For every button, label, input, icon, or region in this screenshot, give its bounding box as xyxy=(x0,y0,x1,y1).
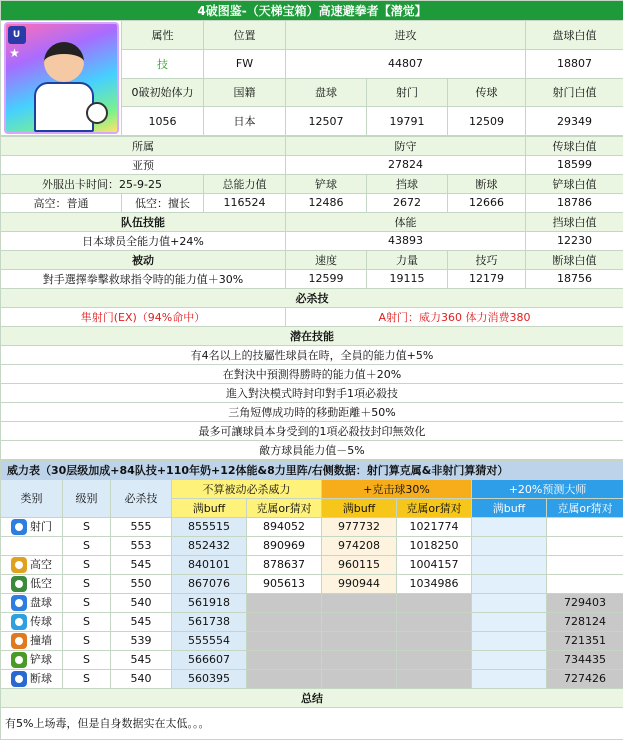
power-row-skill: 553 xyxy=(111,536,172,555)
level-badge: U xyxy=(8,26,26,44)
power-row xyxy=(1,612,623,631)
power-value-cell xyxy=(547,517,623,536)
power-row-type-label: 高空 xyxy=(30,558,52,571)
summary-text: 有5%上场毒，但是自身数据实在太低。。。 xyxy=(1,707,623,739)
power-value-cell: 1018250 xyxy=(397,536,472,555)
power-row xyxy=(1,669,623,688)
power-value-cell xyxy=(397,650,472,669)
power-row-type xyxy=(1,612,63,631)
power-row-type-label: 撞墙 xyxy=(30,634,52,647)
header-power: 力量 xyxy=(367,250,448,269)
power-row-type-label: 盘球 xyxy=(30,596,52,609)
power-row-type xyxy=(1,517,63,536)
power-value-cell xyxy=(472,536,547,555)
attack-value: 44807 xyxy=(286,49,526,78)
shoot-white-value: 29349 xyxy=(526,107,623,136)
power-value-cell xyxy=(472,574,547,593)
high-ball-icon xyxy=(11,557,27,573)
power-row-level: S xyxy=(63,650,111,669)
power-value-cell xyxy=(247,593,322,612)
header-tackle-white: 铲球白值 xyxy=(526,174,623,193)
power-row xyxy=(1,517,623,536)
dribble-value: 12507 xyxy=(286,107,367,136)
power-row-level: S xyxy=(63,555,111,574)
power-value-cell xyxy=(397,593,472,612)
power-value-cell: 560395 xyxy=(172,669,247,688)
block-white-value: 12230 xyxy=(526,231,623,250)
latent-skill-header: 潜在技能 xyxy=(1,326,623,345)
power-row xyxy=(1,650,623,669)
killer-skill-name: 隼射门(EX)（94%命中） xyxy=(1,307,286,326)
ball-icon xyxy=(86,102,108,124)
power-value-cell: 1004157 xyxy=(397,555,472,574)
power-value-cell xyxy=(397,612,472,631)
power-row-type-label: 低空 xyxy=(30,577,52,590)
power-value-cell xyxy=(322,650,397,669)
power-value-cell xyxy=(322,612,397,631)
header-pass: 传球 xyxy=(448,78,526,107)
power-row-level: S xyxy=(63,593,111,612)
power-value-cell: 977732 xyxy=(322,517,397,536)
killer-skill-stats: A射门：威力360 体力消费380 xyxy=(286,307,623,326)
summary-header: 总结 xyxy=(1,688,623,707)
power-row xyxy=(1,631,623,650)
tackle-icon xyxy=(11,652,27,668)
power-value-cell: 960115 xyxy=(322,555,397,574)
power-table-header: 威力表（30层级加成+84队技+110年奶+12体能&8力里阵/右侧数据：射门算克属&非射门算猜对） xyxy=(1,460,623,479)
initial-stamina-value: 1056 xyxy=(122,107,204,136)
power-value-cell: 555554 xyxy=(172,631,247,650)
header-tackle: 铲球 xyxy=(286,174,367,193)
header-pass-white: 传球白值 xyxy=(526,136,623,155)
header-level: 级别 xyxy=(63,479,111,517)
nation-value: 日本 xyxy=(204,107,286,136)
power-value-cell xyxy=(397,631,472,650)
power-value-cell: 855515 xyxy=(172,517,247,536)
power-value-cell xyxy=(472,631,547,650)
power-value-cell xyxy=(322,631,397,650)
power-value-cell xyxy=(247,631,322,650)
tackle-white-value: 18786 xyxy=(526,193,623,212)
shoot-value: 19791 xyxy=(367,107,448,136)
power-value-cell: 1021774 xyxy=(397,517,472,536)
latent-skill-item: 最多可讓球員本身受到的1項必殺技封印無效化 xyxy=(1,421,623,440)
pass-value: 12509 xyxy=(448,107,526,136)
header-team-skill: 队伍技能 xyxy=(1,212,286,231)
power-value-cell xyxy=(247,612,322,631)
group-predict-master: +20%预测大师 xyxy=(472,479,623,498)
defense-value: 27824 xyxy=(286,155,526,174)
power-value-cell: 890969 xyxy=(247,536,322,555)
star-icon: ★ xyxy=(8,46,22,60)
latent-skill-item: 三角短傳成功時的移動距離＋50% xyxy=(1,402,623,421)
pass-icon xyxy=(11,614,27,630)
power-row-skill: 545 xyxy=(111,612,172,631)
power-row-type-label: 铲球 xyxy=(30,653,52,666)
header-nation: 国籍 xyxy=(204,78,286,107)
power-row-skill: 545 xyxy=(111,555,172,574)
profile-table xyxy=(0,0,623,136)
power-row-level: S xyxy=(63,536,111,555)
air-rating: 高空：普通 xyxy=(1,193,122,212)
power-row-skill: 540 xyxy=(111,593,172,612)
power-value-cell: 840101 xyxy=(172,555,247,574)
power-row-level: S xyxy=(63,612,111,631)
power-row-type xyxy=(1,555,63,574)
group-no-passive: 不算被动必杀威力 xyxy=(172,479,322,498)
power-value-cell: 729403 xyxy=(547,593,623,612)
power-value-cell xyxy=(472,555,547,574)
intercept-white-value: 18756 xyxy=(526,269,623,288)
power-row xyxy=(1,593,623,612)
power-value-cell: 867076 xyxy=(172,574,247,593)
power-value-cell xyxy=(322,669,397,688)
power-value-cell xyxy=(472,612,547,631)
power-row-type-label: 射门 xyxy=(30,520,52,533)
header-block: 挡球 xyxy=(367,174,448,193)
power-value-cell xyxy=(397,669,472,688)
player-card-image xyxy=(1,21,122,136)
power-row xyxy=(1,555,623,574)
header-team: 所属 xyxy=(1,136,286,155)
header-passive: 被动 xyxy=(1,250,286,269)
header-intercept: 断球 xyxy=(448,174,526,193)
power-value-cell xyxy=(472,650,547,669)
power-value-cell: 727426 xyxy=(547,669,623,688)
power-value-cell: 974208 xyxy=(322,536,397,555)
header-skill: 必杀技 xyxy=(111,479,172,517)
killer-skill-header: 必杀技 xyxy=(1,288,623,307)
shoot-icon xyxy=(11,519,27,535)
header-shoot-white: 射门白值 xyxy=(526,78,623,107)
header-initial-stamina: 0破初始体力 xyxy=(122,78,204,107)
sub-counter: 克属or猜对 xyxy=(397,498,472,517)
dribble-white-value: 18807 xyxy=(526,49,623,78)
power-value-cell xyxy=(247,669,322,688)
latent-skill-item: 有4名以上的技屬性球員在時，全員的能力值+5% xyxy=(1,345,623,364)
profile-table-lower xyxy=(0,136,623,460)
header-type: 类别 xyxy=(1,479,63,517)
team-skill-value: 日本球员全能力值+24% xyxy=(1,231,286,250)
page-title: 4破图鉴-（天梯宝箱）高速避拳者【潜觉】 xyxy=(1,1,623,21)
power-value-cell: 566607 xyxy=(172,650,247,669)
header-position: 位置 xyxy=(204,21,286,50)
power-value-cell: 734435 xyxy=(547,650,623,669)
position-value: FW xyxy=(204,49,286,78)
low-rating: 低空：擅长 xyxy=(122,193,204,212)
passive-value: 對手選擇拳擊救球指令時的能力值＋30% xyxy=(1,269,286,288)
header-technique: 技巧 xyxy=(448,250,526,269)
header-defense: 防守 xyxy=(286,136,526,155)
power-row-type xyxy=(1,650,63,669)
header-stamina: 体能 xyxy=(286,212,526,231)
power-value-cell xyxy=(547,555,623,574)
header-dribble-white: 盘球白值 xyxy=(526,21,623,50)
total-value: 116524 xyxy=(204,193,286,212)
sub-counter: 克属or猜对 xyxy=(247,498,322,517)
header-total: 总能力值 xyxy=(204,174,286,193)
power-value-cell xyxy=(472,593,547,612)
power-value-cell: 894052 xyxy=(247,517,322,536)
latent-skill-item: 在對決中預測得勝時的能力值＋20% xyxy=(1,364,623,383)
technique-value: 12179 xyxy=(448,269,526,288)
block-value: 2672 xyxy=(367,193,448,212)
power-value-cell: 852432 xyxy=(172,536,247,555)
pass-white-value: 18599 xyxy=(526,155,623,174)
dribble-icon xyxy=(11,595,27,611)
power-value-cell: 905613 xyxy=(247,574,322,593)
power-row-skill: 555 xyxy=(111,517,172,536)
power-value-cell: 878637 xyxy=(247,555,322,574)
sub-full-buff: 满buff xyxy=(472,498,547,517)
power-row-type xyxy=(1,593,63,612)
power-row-skill: 550 xyxy=(111,574,172,593)
team-value: 亚预 xyxy=(1,155,286,174)
power-row-type xyxy=(1,574,63,593)
power-row-skill: 540 xyxy=(111,669,172,688)
power-value-cell: 1034986 xyxy=(397,574,472,593)
power-row-skill: 545 xyxy=(111,650,172,669)
power-row-skill: 539 xyxy=(111,631,172,650)
header-attack: 进攻 xyxy=(286,21,526,50)
power-row-level: S xyxy=(63,574,111,593)
speed-value: 12599 xyxy=(286,269,367,288)
power-value: 19115 xyxy=(367,269,448,288)
power-row xyxy=(1,536,623,555)
power-table xyxy=(0,460,623,740)
power-row-type xyxy=(1,536,63,555)
power-row-level: S xyxy=(63,517,111,536)
power-row-level: S xyxy=(63,669,111,688)
header-intercept-white: 断球白值 xyxy=(526,250,623,269)
stamina-value: 43893 xyxy=(286,231,526,250)
attribute-value: 技 xyxy=(122,49,204,78)
power-value-cell: 728124 xyxy=(547,612,623,631)
power-value-cell: 990944 xyxy=(322,574,397,593)
tackle-value: 12486 xyxy=(286,193,367,212)
latent-skill-item: 進入對決模式時封印對手1項必殺技 xyxy=(1,383,623,402)
power-value-cell: 721351 xyxy=(547,631,623,650)
sub-counter: 克属or猜对 xyxy=(547,498,623,517)
sub-full-buff: 满buff xyxy=(172,498,247,517)
power-value-cell xyxy=(247,650,322,669)
power-value-cell: 561918 xyxy=(172,593,247,612)
sub-full-buff: 满buff xyxy=(322,498,397,517)
header-attribute: 属性 xyxy=(122,21,204,50)
issue-date: 外服出卡时间：25-9-25 xyxy=(1,174,204,193)
low-ball-icon xyxy=(11,576,27,592)
wall-pass-icon xyxy=(11,633,27,649)
power-value-cell: 561738 xyxy=(172,612,247,631)
header-dribble: 盘球 xyxy=(286,78,367,107)
power-value-cell xyxy=(472,669,547,688)
header-speed: 速度 xyxy=(286,250,367,269)
power-value-cell xyxy=(472,517,547,536)
power-row-type xyxy=(1,669,63,688)
power-row-type-label: 断球 xyxy=(30,672,52,685)
group-counter-30: +克击球30% xyxy=(322,479,472,498)
power-row-level: S xyxy=(63,631,111,650)
header-block-white: 挡球白值 xyxy=(526,212,623,231)
power-row xyxy=(1,574,623,593)
intercept-icon xyxy=(11,671,27,687)
intercept-value: 12666 xyxy=(448,193,526,212)
power-value-cell xyxy=(547,536,623,555)
latent-skill-item: 敵方球員能力值－5% xyxy=(1,440,623,459)
header-shoot: 射门 xyxy=(367,78,448,107)
power-value-cell xyxy=(322,593,397,612)
power-value-cell xyxy=(547,574,623,593)
power-row-type-label: 传球 xyxy=(30,615,52,628)
power-row-type xyxy=(1,631,63,650)
